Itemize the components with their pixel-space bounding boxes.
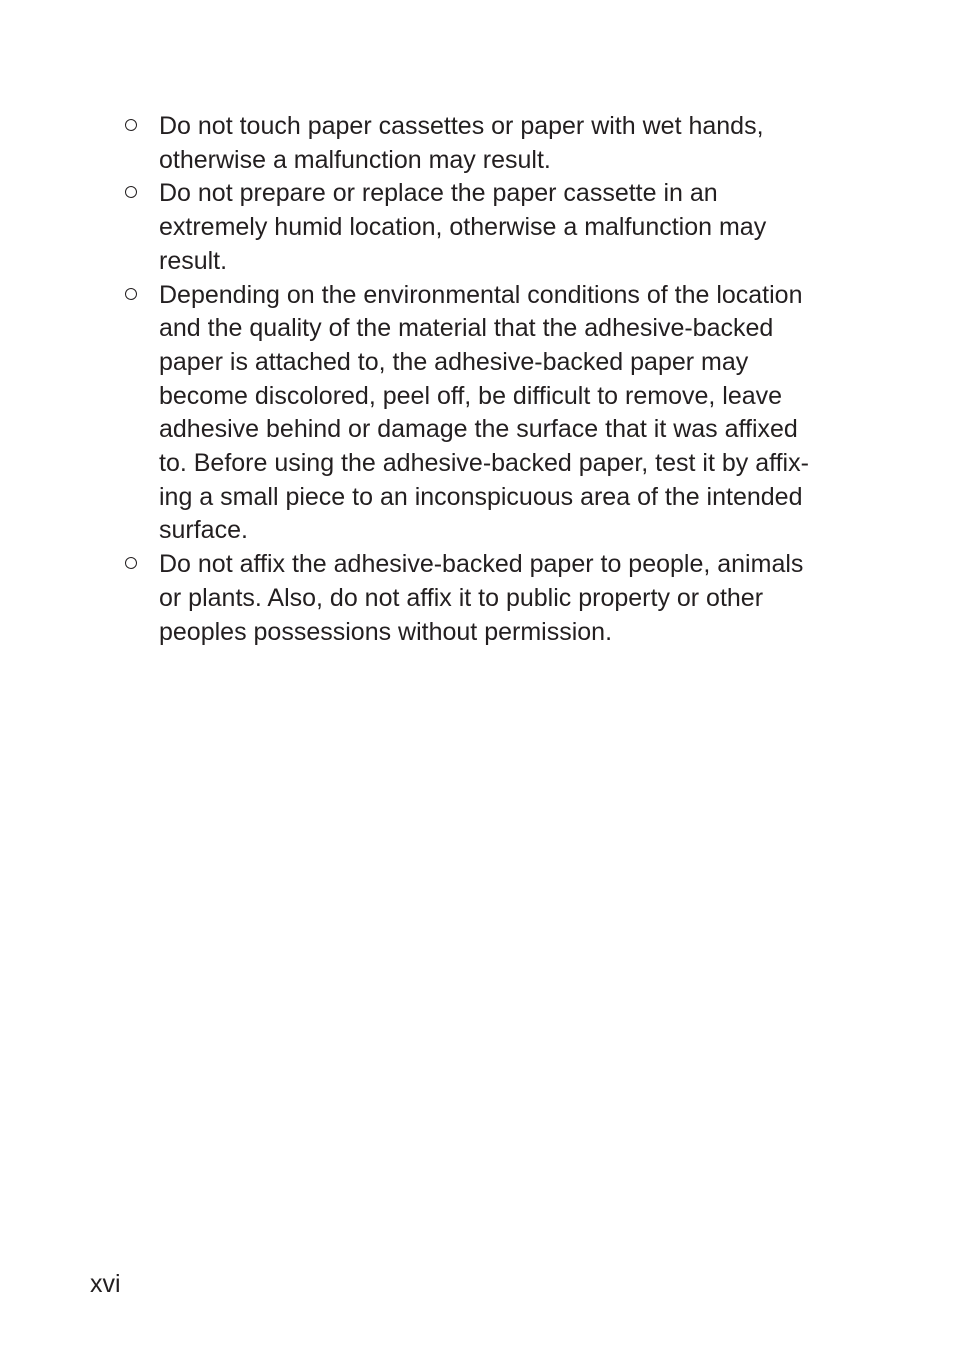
caution-note bbox=[123, 110, 868, 177]
page-number: xvi bbox=[90, 1270, 121, 1298]
caution-note bbox=[123, 177, 868, 278]
hollow-circle-bullet-icon bbox=[125, 288, 137, 300]
caution-notes-list bbox=[123, 110, 868, 649]
caution-note-text: Depending on the environmental conditions of the location and the quality of the material that the adhesive-backed paper is attached to, the adhesive-backed paper may become discolored, peel off, be difficult to remove, leave adhesive behind or damage the surface that it was affixed to. Before using the adhesive-backed paper, test it by affix- ing a small piece to an inconspicuous area of the intended surface. bbox=[159, 280, 809, 545]
caution-note bbox=[123, 548, 868, 649]
hollow-circle-bullet-icon bbox=[125, 186, 137, 198]
caution-note bbox=[123, 279, 868, 549]
caution-note-text: Do not prepare or replace the paper cassette in an extremely humid location, otherwise a malfunction may result. bbox=[159, 179, 767, 275]
caution-note-text: Do not affix the adhesive-backed paper to people, animals or plants. Also, do not affix it to public property or other peoples possessions without permission. bbox=[159, 550, 804, 646]
hollow-circle-bullet-icon bbox=[125, 119, 137, 131]
hollow-circle-bullet-icon bbox=[125, 557, 137, 569]
caution-note-text: Do not touch paper cassettes or paper with wet hands, otherwise a malfunction may result. bbox=[159, 112, 764, 174]
